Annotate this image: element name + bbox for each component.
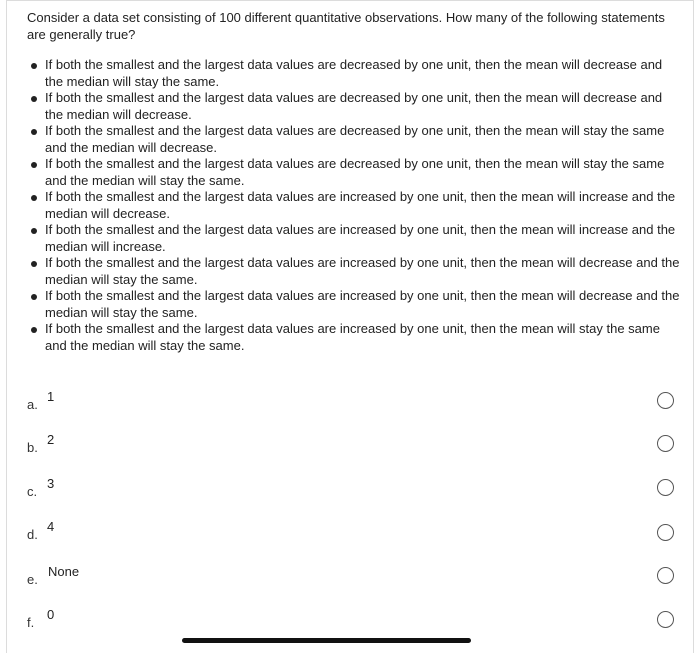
option-letter: b. xyxy=(27,440,38,455)
option-d[interactable] xyxy=(27,519,687,543)
bullet-icon xyxy=(31,63,37,69)
option-f[interactable] xyxy=(27,607,687,631)
statement-text: If both the smallest and the largest data values are increased by one unit, then the mean will decrease and the median will stay the same. xyxy=(45,288,680,320)
option-value: 0 xyxy=(47,607,55,622)
statement-text: If both the smallest and the largest data values are decreased by one unit, then the mean will decrease and the median will stay the same. xyxy=(45,57,663,89)
bullet-icon xyxy=(31,129,37,135)
radio-button-c[interactable] xyxy=(657,479,674,496)
bullet-icon xyxy=(31,294,37,300)
statement-item xyxy=(27,288,682,321)
bullet-icon xyxy=(31,327,37,333)
option-a[interactable] xyxy=(27,389,687,413)
statement-text: If both the smallest and the largest data values are increased by one unit, then the mean will stay the same and the median will stay the same. xyxy=(45,321,660,353)
option-value: 1 xyxy=(47,389,55,404)
bullet-icon xyxy=(31,228,37,234)
statement-text: If both the smallest and the largest data values are decreased by one unit, then the mean will stay the same and the median will decrease. xyxy=(45,123,665,155)
statement-item xyxy=(27,57,682,90)
option-letter: f. xyxy=(27,615,35,630)
statement-text: If both the smallest and the largest data values are increased by one unit, then the mean will decrease and the median will stay the same. xyxy=(45,255,680,287)
option-b[interactable] xyxy=(27,432,687,456)
option-letter: a. xyxy=(27,397,38,412)
option-letter: d. xyxy=(27,527,38,542)
option-value: 4 xyxy=(47,519,55,534)
statement-item xyxy=(27,90,682,123)
option-letter: e. xyxy=(27,572,38,587)
statement-item xyxy=(27,123,682,156)
bullet-icon xyxy=(31,96,37,102)
bullet-icon xyxy=(31,195,37,201)
statement-text: If both the smallest and the largest data values are decreased by one unit, then the mean will decrease and the median will decrease. xyxy=(45,90,663,122)
radio-button-f[interactable] xyxy=(657,611,674,628)
radio-button-a[interactable] xyxy=(657,392,674,409)
option-c[interactable] xyxy=(27,476,687,500)
statement-text: If both the smallest and the largest data values are increased by one unit, then the mean will increase and the median will decrease. xyxy=(45,189,676,221)
statement-item xyxy=(27,222,682,255)
bullet-icon xyxy=(31,162,37,168)
radio-button-b[interactable] xyxy=(657,435,674,452)
statement-text: If both the smallest and the largest data values are increased by one unit, then the mean will increase and the median will increase. xyxy=(45,222,676,254)
option-value: 3 xyxy=(47,476,55,491)
statement-item xyxy=(27,156,682,189)
home-indicator-bar xyxy=(182,638,471,643)
question-text: Consider a data set consisting of 100 different quantitative observations. How many of the following statements are generally true? xyxy=(27,10,665,42)
option-value: 2 xyxy=(47,432,55,447)
statement-text: If both the smallest and the largest data values are decreased by one unit, then the mean will stay the same and the median will stay the same. xyxy=(45,156,665,188)
option-value: None xyxy=(48,564,80,579)
radio-button-d[interactable] xyxy=(657,524,674,541)
option-letter: c. xyxy=(27,484,38,499)
statement-item xyxy=(27,321,682,354)
statement-list xyxy=(27,57,682,354)
statement-item xyxy=(27,189,682,222)
bullet-icon xyxy=(31,261,37,267)
radio-button-e[interactable] xyxy=(657,567,674,584)
statement-item xyxy=(27,255,682,288)
option-e[interactable] xyxy=(27,564,687,588)
